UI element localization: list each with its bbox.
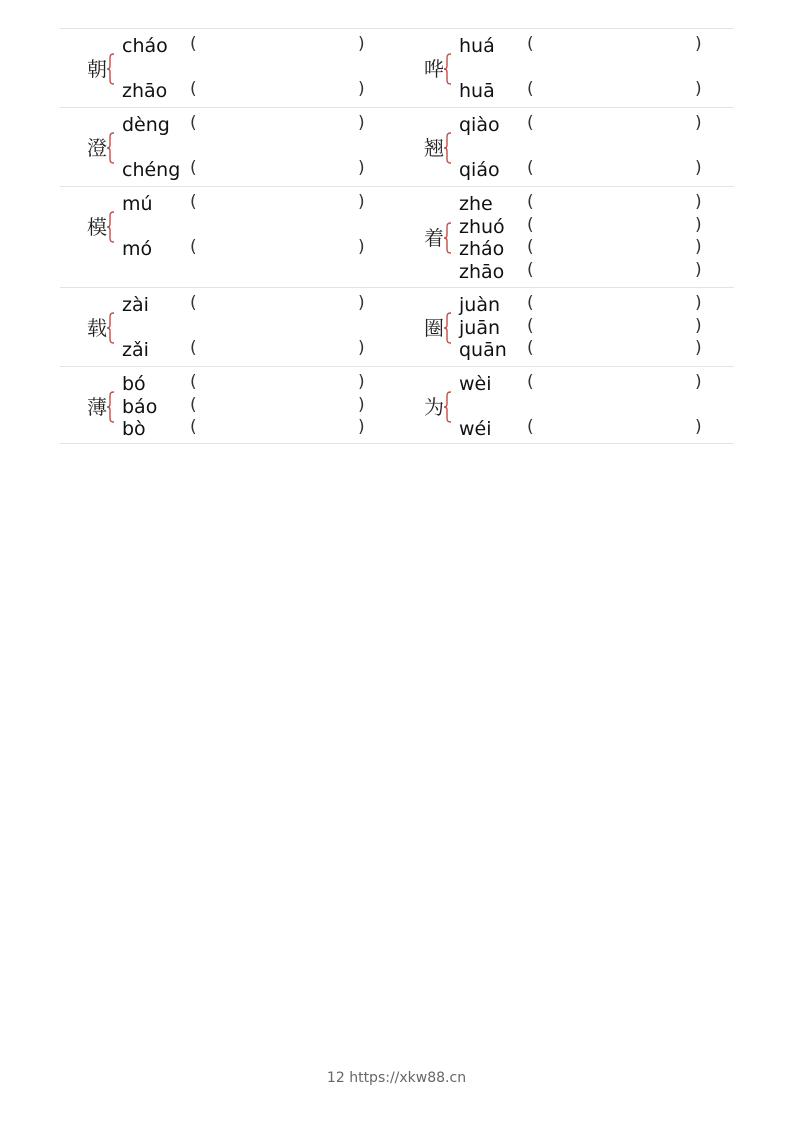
pinyin-reading: juān	[459, 316, 501, 339]
polyphone-entry	[397, 187, 734, 287]
answer-blank-close-paren: )	[695, 417, 702, 437]
footer-site-link[interactable]: https://xkw88.cn	[349, 1070, 467, 1086]
answer-blank-close-paren: )	[695, 315, 702, 336]
curly-brace-icon	[106, 132, 116, 164]
pinyin-reading: chéng	[122, 159, 181, 181]
pinyin-reading: zhāo	[459, 260, 505, 283]
reading-line	[122, 396, 392, 418]
answer-blank-close-paren: )	[695, 192, 702, 212]
reading-line	[459, 159, 729, 181]
polyphone-character: 翘	[424, 135, 444, 160]
answer-blank-open-paren: (	[190, 338, 197, 358]
polyphone-entry	[60, 108, 397, 186]
polyphone-character: 模	[87, 214, 107, 239]
answer-blank-open-paren: (	[527, 315, 534, 336]
polyphone-entry	[397, 29, 734, 107]
reading-line	[122, 294, 392, 316]
answer-blank-close-paren: )	[695, 34, 702, 54]
reading-line	[122, 193, 392, 215]
answer-blank-close-paren: )	[695, 259, 702, 280]
polyphone-character: 澄	[87, 135, 107, 160]
answer-blank-open-paren: (	[190, 113, 197, 133]
answer-blank-open-paren: (	[527, 113, 534, 133]
answer-blank-open-paren: (	[190, 79, 197, 99]
answer-blank-close-paren: )	[695, 372, 702, 392]
answer-blank-close-paren: )	[695, 293, 702, 313]
reading-line	[459, 261, 729, 283]
answer-blank-open-paren: (	[527, 214, 534, 235]
answer-blank-close-paren: )	[695, 79, 702, 99]
answer-blank-open-paren: (	[527, 192, 534, 212]
polyphone-entry	[60, 187, 397, 287]
answer-blank-open-paren: (	[527, 259, 534, 280]
polyphone-character: 着	[424, 225, 444, 250]
reading-line	[459, 216, 729, 238]
answer-blank-open-paren: (	[527, 237, 534, 257]
pinyin-reading: bò	[122, 418, 146, 440]
answer-blank-open-paren: (	[527, 293, 534, 313]
answer-blank-close-paren: )	[358, 79, 365, 99]
answer-blank-close-paren: )	[358, 237, 365, 257]
curly-brace-icon	[106, 211, 116, 243]
reading-line	[459, 418, 729, 440]
pinyin-reading: mú	[122, 193, 153, 215]
pinyin-reading: mó	[122, 238, 153, 260]
pinyin-reading: zài	[122, 294, 149, 316]
worksheet-row	[60, 107, 734, 186]
pinyin-reading: quān	[459, 339, 507, 361]
answer-blank-open-paren: (	[190, 158, 197, 178]
polyphone-entry	[397, 108, 734, 186]
answer-blank-close-paren: )	[695, 158, 702, 178]
answer-blank-close-paren: )	[695, 237, 702, 257]
reading-line	[122, 339, 392, 361]
polyphone-worksheet	[60, 28, 734, 444]
pinyin-reading: báo	[122, 395, 158, 418]
answer-blank-open-paren: (	[190, 192, 197, 212]
answer-blank-close-paren: )	[358, 113, 365, 133]
page-footer	[0, 1070, 793, 1086]
answer-blank-open-paren: (	[527, 34, 534, 54]
curly-brace-icon	[106, 312, 116, 344]
pinyin-reading: cháo	[122, 35, 168, 57]
answer-blank-close-paren: )	[695, 338, 702, 358]
answer-blank-open-paren: (	[527, 417, 534, 437]
worksheet-row	[60, 186, 734, 287]
pinyin-reading: zhāo	[122, 80, 168, 102]
reading-line	[459, 317, 729, 339]
answer-blank-open-paren: (	[190, 372, 197, 392]
curly-brace-icon	[443, 391, 453, 423]
polyphone-entry	[60, 367, 397, 443]
pinyin-reading: huā	[459, 80, 495, 102]
answer-blank-open-paren: (	[190, 34, 197, 54]
pinyin-reading: qiào	[459, 114, 500, 136]
curly-brace-icon	[443, 132, 453, 164]
reading-line	[459, 339, 729, 361]
reading-line	[122, 80, 392, 102]
reading-line	[122, 238, 392, 260]
worksheet-row	[60, 366, 734, 444]
reading-line	[122, 418, 392, 440]
polyphone-character: 载	[87, 315, 107, 340]
polyphone-character: 朝	[87, 56, 107, 81]
answer-blank-close-paren: )	[695, 113, 702, 133]
reading-line	[459, 238, 729, 260]
reading-line	[459, 193, 729, 215]
answer-blank-open-paren: (	[527, 158, 534, 178]
reading-line	[122, 373, 392, 395]
polyphone-entry	[397, 367, 734, 443]
reading-line	[459, 80, 729, 102]
curly-brace-icon	[443, 222, 453, 254]
reading-line	[459, 35, 729, 57]
polyphone-entry	[397, 288, 734, 366]
reading-line	[122, 114, 392, 136]
pinyin-reading: zhe	[459, 193, 493, 215]
answer-blank-close-paren: )	[358, 417, 365, 437]
reading-line	[459, 373, 729, 395]
polyphone-entry	[60, 288, 397, 366]
answer-blank-close-paren: )	[358, 372, 365, 392]
answer-blank-open-paren: (	[190, 417, 197, 437]
answer-blank-open-paren: (	[527, 338, 534, 358]
answer-blank-close-paren: )	[358, 338, 365, 358]
answer-blank-close-paren: )	[358, 394, 365, 415]
curly-brace-icon	[443, 312, 453, 344]
polyphone-entry	[60, 29, 397, 107]
reading-line	[459, 114, 729, 136]
reading-line	[122, 159, 392, 181]
answer-blank-open-paren: (	[190, 293, 197, 313]
answer-blank-open-paren: (	[190, 394, 197, 415]
pinyin-reading: zhuó	[459, 215, 505, 238]
answer-blank-close-paren: )	[358, 293, 365, 313]
pinyin-reading: huá	[459, 35, 495, 57]
curly-brace-icon	[106, 391, 116, 423]
polyphone-character: 薄	[87, 394, 107, 419]
pinyin-reading: qiáo	[459, 159, 500, 181]
reading-line	[459, 294, 729, 316]
pinyin-reading: juàn	[459, 294, 501, 316]
reading-line	[122, 35, 392, 57]
polyphone-character: 圈	[424, 315, 444, 340]
answer-blank-close-paren: )	[358, 158, 365, 178]
polyphone-character: 为	[424, 394, 444, 419]
answer-blank-open-paren: (	[527, 372, 534, 392]
pinyin-reading: dèng	[122, 114, 170, 136]
answer-blank-close-paren: )	[358, 192, 365, 212]
pinyin-reading: wéi	[459, 418, 492, 440]
curly-brace-icon	[443, 53, 453, 85]
pinyin-reading: zǎi	[122, 339, 149, 361]
pinyin-reading: wèi	[459, 373, 492, 395]
pinyin-reading: zháo	[459, 238, 505, 260]
polyphone-character: 哗	[424, 56, 444, 81]
answer-blank-close-paren: )	[358, 34, 365, 54]
worksheet-row	[60, 28, 734, 107]
worksheet-row	[60, 287, 734, 366]
curly-brace-icon	[106, 53, 116, 85]
page-number: 12	[326, 1070, 345, 1086]
answer-blank-open-paren: (	[190, 237, 197, 257]
answer-blank-close-paren: )	[695, 214, 702, 235]
answer-blank-open-paren: (	[527, 79, 534, 99]
pinyin-reading: bó	[122, 373, 146, 395]
